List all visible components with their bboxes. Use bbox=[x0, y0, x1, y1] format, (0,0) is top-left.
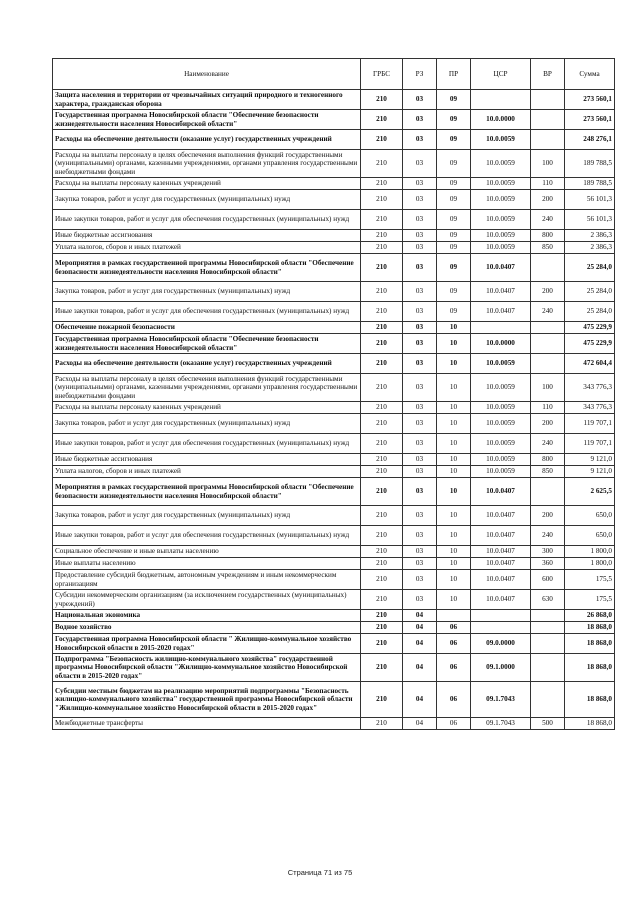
cell-name: Водное хозяйство bbox=[53, 622, 361, 634]
cell-vr bbox=[531, 682, 565, 718]
cell-pr: 09 bbox=[437, 110, 471, 130]
cell-vr: 110 bbox=[531, 178, 565, 190]
cell-rz: 03 bbox=[403, 254, 437, 282]
cell-csr: 09.1.0000 bbox=[471, 654, 531, 682]
cell-name: Межбюджетные трансферты bbox=[53, 718, 361, 730]
cell-pr: 10 bbox=[437, 570, 471, 590]
cell-grbs: 210 bbox=[361, 150, 403, 178]
cell-sum: 56 101,3 bbox=[565, 190, 615, 210]
cell-vr: 240 bbox=[531, 210, 565, 230]
cell-rz: 03 bbox=[403, 210, 437, 230]
header-grbs: ГРБС bbox=[361, 59, 403, 90]
header-vr: ВР bbox=[531, 59, 565, 90]
cell-vr: 200 bbox=[531, 414, 565, 434]
cell-grbs: 210 bbox=[361, 478, 403, 506]
table-row bbox=[53, 546, 615, 558]
cell-rz: 03 bbox=[403, 334, 437, 354]
cell-csr: 10.0.0059 bbox=[471, 414, 531, 434]
cell-vr bbox=[531, 90, 565, 110]
cell-rz: 03 bbox=[403, 90, 437, 110]
cell-grbs: 210 bbox=[361, 506, 403, 526]
cell-pr: 09 bbox=[437, 210, 471, 230]
cell-vr: 200 bbox=[531, 282, 565, 302]
budget-table bbox=[52, 58, 615, 730]
table-row bbox=[53, 230, 615, 242]
cell-pr: 09 bbox=[437, 282, 471, 302]
cell-csr: 09.1.7043 bbox=[471, 718, 531, 730]
cell-name: Государственная программа Новосибирской области "Обеспечение безопасности жизнедеятельности населения Новосибирской области" bbox=[53, 110, 361, 130]
cell-rz: 04 bbox=[403, 610, 437, 622]
table-row bbox=[53, 178, 615, 190]
cell-grbs: 210 bbox=[361, 654, 403, 682]
table-row bbox=[53, 506, 615, 526]
cell-rz: 04 bbox=[403, 622, 437, 634]
cell-grbs: 210 bbox=[361, 110, 403, 130]
table-row bbox=[53, 374, 615, 402]
cell-grbs: 210 bbox=[361, 322, 403, 334]
cell-rz: 03 bbox=[403, 590, 437, 610]
cell-grbs: 210 bbox=[361, 282, 403, 302]
cell-name: Государственная программа Новосибирской области " Жилищно-коммунальное хозяйство Новосибирской области в 2015-2020 годах" bbox=[53, 634, 361, 654]
cell-rz: 03 bbox=[403, 322, 437, 334]
table-row bbox=[53, 610, 615, 622]
cell-grbs: 210 bbox=[361, 230, 403, 242]
cell-rz: 04 bbox=[403, 718, 437, 730]
table-row bbox=[53, 622, 615, 634]
cell-pr: 09 bbox=[437, 130, 471, 150]
cell-name: Предоставление субсидий бюджетным, автономным учреждениям и иным некоммерческим организациям bbox=[53, 570, 361, 590]
cell-vr bbox=[531, 610, 565, 622]
cell-vr bbox=[531, 322, 565, 334]
table-row bbox=[53, 354, 615, 374]
cell-rz: 03 bbox=[403, 558, 437, 570]
cell-vr bbox=[531, 254, 565, 282]
cell-sum: 343 776,3 bbox=[565, 374, 615, 402]
cell-csr: 10.0.0407 bbox=[471, 506, 531, 526]
cell-vr: 630 bbox=[531, 590, 565, 610]
cell-pr: 06 bbox=[437, 718, 471, 730]
cell-rz: 03 bbox=[403, 478, 437, 506]
table-row bbox=[53, 478, 615, 506]
cell-name: Национальная экономика bbox=[53, 610, 361, 622]
cell-vr: 200 bbox=[531, 506, 565, 526]
cell-grbs: 210 bbox=[361, 682, 403, 718]
cell-sum: 189 788,5 bbox=[565, 150, 615, 178]
table-row bbox=[53, 558, 615, 570]
cell-rz: 03 bbox=[403, 506, 437, 526]
cell-grbs: 210 bbox=[361, 590, 403, 610]
cell-csr: 10.0.0407 bbox=[471, 478, 531, 506]
table-header-row bbox=[53, 59, 615, 90]
cell-vr: 240 bbox=[531, 526, 565, 546]
cell-grbs: 210 bbox=[361, 254, 403, 282]
cell-grbs: 210 bbox=[361, 90, 403, 110]
cell-vr: 200 bbox=[531, 190, 565, 210]
cell-rz: 03 bbox=[403, 150, 437, 178]
cell-rz: 03 bbox=[403, 434, 437, 454]
cell-csr bbox=[471, 622, 531, 634]
cell-grbs: 210 bbox=[361, 414, 403, 434]
cell-sum: 650,0 bbox=[565, 526, 615, 546]
cell-grbs: 210 bbox=[361, 718, 403, 730]
cell-name: Субсидии некоммерческим организациям (за исключением государственных (муниципальных) учреждений) bbox=[53, 590, 361, 610]
cell-pr: 10 bbox=[437, 478, 471, 506]
cell-name: Расходы на выплаты персоналу казенных учреждений bbox=[53, 402, 361, 414]
cell-name: Социальное обеспечение и иные выплаты населению bbox=[53, 546, 361, 558]
cell-name: Подпрограмма "Безопасность жилищно-коммунального хозяйства" государственной программы Новосибирской области "Жилищно-коммунальное хозяйство Новосибирской области в 2015-2020 годах" bbox=[53, 654, 361, 682]
header-csr: ЦСР bbox=[471, 59, 531, 90]
cell-rz: 03 bbox=[403, 242, 437, 254]
cell-name: Уплата налогов, сборов и иных платежей bbox=[53, 242, 361, 254]
cell-vr bbox=[531, 334, 565, 354]
cell-rz: 03 bbox=[403, 110, 437, 130]
cell-vr bbox=[531, 622, 565, 634]
cell-vr: 850 bbox=[531, 466, 565, 478]
cell-name: Иные бюджетные ассигнования bbox=[53, 230, 361, 242]
cell-name: Закупка товаров, работ и услуг для государственных (муниципальных) нужд bbox=[53, 506, 361, 526]
cell-rz: 03 bbox=[403, 546, 437, 558]
cell-vr bbox=[531, 654, 565, 682]
cell-csr: 10.0.0407 bbox=[471, 254, 531, 282]
cell-csr: 10.0.0407 bbox=[471, 590, 531, 610]
cell-pr: 10 bbox=[437, 506, 471, 526]
cell-rz: 03 bbox=[403, 190, 437, 210]
cell-csr: 10.0.0059 bbox=[471, 230, 531, 242]
cell-csr: 10.0.0407 bbox=[471, 302, 531, 322]
cell-sum: 2 386,3 bbox=[565, 242, 615, 254]
cell-csr: 10.0.0059 bbox=[471, 210, 531, 230]
cell-grbs: 210 bbox=[361, 466, 403, 478]
cell-grbs: 210 bbox=[361, 210, 403, 230]
table-row bbox=[53, 322, 615, 334]
cell-sum: 18 868,0 bbox=[565, 622, 615, 634]
cell-pr: 10 bbox=[437, 402, 471, 414]
cell-csr: 10.0.0059 bbox=[471, 150, 531, 178]
cell-grbs: 210 bbox=[361, 374, 403, 402]
cell-pr: 10 bbox=[437, 374, 471, 402]
cell-vr: 300 bbox=[531, 546, 565, 558]
cell-sum: 2 625,5 bbox=[565, 478, 615, 506]
cell-sum: 25 284,0 bbox=[565, 302, 615, 322]
cell-name: Государственная программа Новосибирской области "Обеспечение безопасности жизнедеятельности населения Новосибирской области" bbox=[53, 334, 361, 354]
cell-pr: 10 bbox=[437, 322, 471, 334]
cell-name: Закупка товаров, работ и услуг для государственных (муниципальных) нужд bbox=[53, 190, 361, 210]
cell-name: Расходы на выплаты персоналу казенных учреждений bbox=[53, 178, 361, 190]
cell-sum: 2 386,3 bbox=[565, 230, 615, 242]
cell-csr: 10.0.0059 bbox=[471, 454, 531, 466]
cell-sum: 472 604,4 bbox=[565, 354, 615, 374]
cell-csr: 10.0.0059 bbox=[471, 466, 531, 478]
cell-pr: 09 bbox=[437, 242, 471, 254]
cell-rz: 03 bbox=[403, 354, 437, 374]
cell-vr bbox=[531, 354, 565, 374]
cell-pr: 10 bbox=[437, 526, 471, 546]
cell-csr: 10.0.0407 bbox=[471, 570, 531, 590]
cell-vr: 100 bbox=[531, 150, 565, 178]
cell-vr: 240 bbox=[531, 302, 565, 322]
cell-vr: 850 bbox=[531, 242, 565, 254]
table-row bbox=[53, 590, 615, 610]
page-number: Страница 71 из 75 bbox=[287, 868, 353, 877]
cell-pr: 09 bbox=[437, 230, 471, 242]
cell-pr: 09 bbox=[437, 150, 471, 178]
cell-vr bbox=[531, 478, 565, 506]
cell-pr: 10 bbox=[437, 466, 471, 478]
table-row bbox=[53, 150, 615, 178]
cell-rz: 04 bbox=[403, 634, 437, 654]
cell-grbs: 210 bbox=[361, 302, 403, 322]
cell-pr bbox=[437, 610, 471, 622]
table-row bbox=[53, 190, 615, 210]
cell-pr: 09 bbox=[437, 190, 471, 210]
cell-sum: 273 560,1 bbox=[565, 110, 615, 130]
cell-rz: 03 bbox=[403, 230, 437, 242]
header-name: Наименование bbox=[53, 59, 361, 90]
cell-pr: 06 bbox=[437, 622, 471, 634]
cell-sum: 56 101,3 bbox=[565, 210, 615, 230]
cell-csr: 09.0.0000 bbox=[471, 634, 531, 654]
cell-pr: 10 bbox=[437, 590, 471, 610]
cell-sum: 18 868,0 bbox=[565, 718, 615, 730]
cell-vr: 360 bbox=[531, 558, 565, 570]
cell-pr: 10 bbox=[437, 546, 471, 558]
cell-sum: 175,5 bbox=[565, 590, 615, 610]
cell-csr: 09.1.7043 bbox=[471, 682, 531, 718]
table-row bbox=[53, 718, 615, 730]
cell-csr bbox=[471, 90, 531, 110]
cell-csr: 10.0.0059 bbox=[471, 374, 531, 402]
table-row bbox=[53, 334, 615, 354]
table-row bbox=[53, 302, 615, 322]
table-row bbox=[53, 210, 615, 230]
cell-grbs: 210 bbox=[361, 178, 403, 190]
table-row bbox=[53, 570, 615, 590]
cell-grbs: 210 bbox=[361, 190, 403, 210]
cell-rz: 03 bbox=[403, 414, 437, 434]
cell-csr: 10.0.0407 bbox=[471, 526, 531, 546]
cell-pr: 06 bbox=[437, 682, 471, 718]
cell-sum: 18 868,0 bbox=[565, 634, 615, 654]
cell-pr: 06 bbox=[437, 654, 471, 682]
table-body bbox=[53, 90, 615, 730]
cell-pr: 10 bbox=[437, 434, 471, 454]
cell-pr: 09 bbox=[437, 302, 471, 322]
cell-csr bbox=[471, 322, 531, 334]
cell-vr: 500 bbox=[531, 718, 565, 730]
cell-pr: 06 bbox=[437, 634, 471, 654]
cell-vr bbox=[531, 110, 565, 130]
cell-name: Расходы на обеспечение деятельности (оказание услуг) государственных учреждений bbox=[53, 130, 361, 150]
header-pr: ПР bbox=[437, 59, 471, 90]
table-row bbox=[53, 654, 615, 682]
cell-sum: 18 868,0 bbox=[565, 682, 615, 718]
cell-sum: 9 121,0 bbox=[565, 466, 615, 478]
cell-pr: 10 bbox=[437, 558, 471, 570]
cell-vr: 100 bbox=[531, 374, 565, 402]
table-row bbox=[53, 682, 615, 718]
cell-csr: 10.0.0059 bbox=[471, 434, 531, 454]
cell-name: Иные закупки товаров, работ и услуг для обеспечения государственных (муниципальных) нужд bbox=[53, 434, 361, 454]
cell-name: Закупка товаров, работ и услуг для государственных (муниципальных) нужд bbox=[53, 282, 361, 302]
cell-sum: 273 560,1 bbox=[565, 90, 615, 110]
cell-name: Мероприятия в рамках государственной программы Новосибирской области "Обеспечение безопасности жизнедеятельности населения Новосибирской области" bbox=[53, 254, 361, 282]
cell-csr: 10.0.0000 bbox=[471, 110, 531, 130]
cell-csr: 10.0.0000 bbox=[471, 334, 531, 354]
cell-sum: 343 776,3 bbox=[565, 402, 615, 414]
table-row bbox=[53, 414, 615, 434]
cell-pr: 10 bbox=[437, 354, 471, 374]
cell-rz: 03 bbox=[403, 402, 437, 414]
cell-pr: 09 bbox=[437, 178, 471, 190]
cell-grbs: 210 bbox=[361, 622, 403, 634]
cell-sum: 25 284,0 bbox=[565, 254, 615, 282]
cell-rz: 04 bbox=[403, 654, 437, 682]
table-row bbox=[53, 282, 615, 302]
cell-pr: 10 bbox=[437, 454, 471, 466]
cell-name: Иные закупки товаров, работ и услуг для обеспечения государственных (муниципальных) нужд bbox=[53, 302, 361, 322]
cell-sum: 25 284,0 bbox=[565, 282, 615, 302]
cell-grbs: 210 bbox=[361, 546, 403, 558]
cell-grbs: 210 bbox=[361, 130, 403, 150]
cell-sum: 119 707,1 bbox=[565, 434, 615, 454]
table-row bbox=[53, 402, 615, 414]
cell-grbs: 210 bbox=[361, 334, 403, 354]
cell-sum: 119 707,1 bbox=[565, 414, 615, 434]
cell-rz: 03 bbox=[403, 130, 437, 150]
cell-name: Обеспечение пожарной безопасности bbox=[53, 322, 361, 334]
cell-rz: 03 bbox=[403, 374, 437, 402]
cell-name: Иные бюджетные ассигнования bbox=[53, 454, 361, 466]
cell-name: Иные закупки товаров, работ и услуг для обеспечения государственных (муниципальных) нужд bbox=[53, 526, 361, 546]
cell-sum: 475 229,9 bbox=[565, 322, 615, 334]
cell-name: Мероприятия в рамках государственной программы Новосибирской области "Обеспечение безопасности жизнедеятельности населения Новосибирской области" bbox=[53, 478, 361, 506]
cell-grbs: 210 bbox=[361, 454, 403, 466]
cell-name: Уплата налогов, сборов и иных платежей bbox=[53, 466, 361, 478]
cell-grbs: 210 bbox=[361, 570, 403, 590]
cell-csr: 10.0.0059 bbox=[471, 354, 531, 374]
cell-grbs: 210 bbox=[361, 610, 403, 622]
cell-pr: 10 bbox=[437, 334, 471, 354]
table-row bbox=[53, 254, 615, 282]
cell-name: Закупка товаров, работ и услуг для государственных (муниципальных) нужд bbox=[53, 414, 361, 434]
cell-csr: 10.0.0059 bbox=[471, 242, 531, 254]
cell-name: Расходы на выплаты персоналу в целях обеспечения выполнения функций государственными (муниципальными) органами, казенными учреждениями, органами управления государственными внебюджетными фондами bbox=[53, 150, 361, 178]
cell-sum: 26 868,0 bbox=[565, 610, 615, 622]
header-sum: Сумма bbox=[565, 59, 615, 90]
cell-grbs: 210 bbox=[361, 242, 403, 254]
cell-sum: 175,5 bbox=[565, 570, 615, 590]
cell-sum: 650,0 bbox=[565, 506, 615, 526]
table-row bbox=[53, 242, 615, 254]
cell-csr: 10.0.0059 bbox=[471, 178, 531, 190]
cell-name: Защита населения и территории от чрезвычайных ситуаций природного и техногенного характера, гражданская оборона bbox=[53, 90, 361, 110]
cell-sum: 475 229,9 bbox=[565, 334, 615, 354]
cell-rz: 03 bbox=[403, 466, 437, 478]
table-row bbox=[53, 90, 615, 110]
cell-grbs: 210 bbox=[361, 526, 403, 546]
table-row bbox=[53, 634, 615, 654]
cell-name: Иные закупки товаров, работ и услуг для обеспечения государственных (муниципальных) нужд bbox=[53, 210, 361, 230]
cell-vr: 600 bbox=[531, 570, 565, 590]
cell-rz: 04 bbox=[403, 682, 437, 718]
cell-csr: 10.0.0059 bbox=[471, 402, 531, 414]
cell-grbs: 210 bbox=[361, 634, 403, 654]
cell-grbs: 210 bbox=[361, 434, 403, 454]
cell-pr: 09 bbox=[437, 254, 471, 282]
cell-rz: 03 bbox=[403, 282, 437, 302]
table-row bbox=[53, 434, 615, 454]
table-row bbox=[53, 454, 615, 466]
table-row bbox=[53, 130, 615, 150]
cell-pr: 10 bbox=[437, 414, 471, 434]
cell-sum: 189 788,5 bbox=[565, 178, 615, 190]
cell-vr: 800 bbox=[531, 454, 565, 466]
cell-grbs: 210 bbox=[361, 402, 403, 414]
cell-grbs: 210 bbox=[361, 558, 403, 570]
cell-sum: 9 121,0 bbox=[565, 454, 615, 466]
cell-sum: 18 868,0 bbox=[565, 654, 615, 682]
cell-csr: 10.0.0407 bbox=[471, 558, 531, 570]
cell-rz: 03 bbox=[403, 526, 437, 546]
cell-csr: 10.0.0059 bbox=[471, 130, 531, 150]
cell-name: Расходы на обеспечение деятельности (оказание услуг) государственных учреждений bbox=[53, 354, 361, 374]
cell-name: Расходы на выплаты персоналу в целях обеспечения выполнения функций государственными (муниципальными) органами, казенными учреждениями, органами управления государственными внебюджетными фондами bbox=[53, 374, 361, 402]
cell-name: Субсидии местным бюджетам на реализацию мероприятий подпрограммы "Безопасность жилищно-коммунального хозяйства" государственной программы Новосибирской области "Жилищно-коммунальное хозяйство Новосибирской области в 2015-2020 годах" bbox=[53, 682, 361, 718]
header-rz: РЗ bbox=[403, 59, 437, 90]
cell-sum: 1 800,0 bbox=[565, 546, 615, 558]
cell-name: Иные выплаты населению bbox=[53, 558, 361, 570]
cell-csr: 10.0.0059 bbox=[471, 190, 531, 210]
cell-rz: 03 bbox=[403, 302, 437, 322]
cell-vr: 800 bbox=[531, 230, 565, 242]
cell-rz: 03 bbox=[403, 570, 437, 590]
cell-vr bbox=[531, 634, 565, 654]
cell-csr: 10.0.0407 bbox=[471, 282, 531, 302]
cell-vr: 240 bbox=[531, 434, 565, 454]
cell-sum: 248 276,1 bbox=[565, 130, 615, 150]
table-row bbox=[53, 466, 615, 478]
table-row bbox=[53, 526, 615, 546]
cell-csr bbox=[471, 610, 531, 622]
cell-sum: 1 800,0 bbox=[565, 558, 615, 570]
cell-rz: 03 bbox=[403, 178, 437, 190]
cell-vr bbox=[531, 130, 565, 150]
cell-csr: 10.0.0407 bbox=[471, 546, 531, 558]
table-row bbox=[53, 110, 615, 130]
cell-pr: 09 bbox=[437, 90, 471, 110]
cell-rz: 03 bbox=[403, 454, 437, 466]
cell-vr: 110 bbox=[531, 402, 565, 414]
cell-grbs: 210 bbox=[361, 354, 403, 374]
